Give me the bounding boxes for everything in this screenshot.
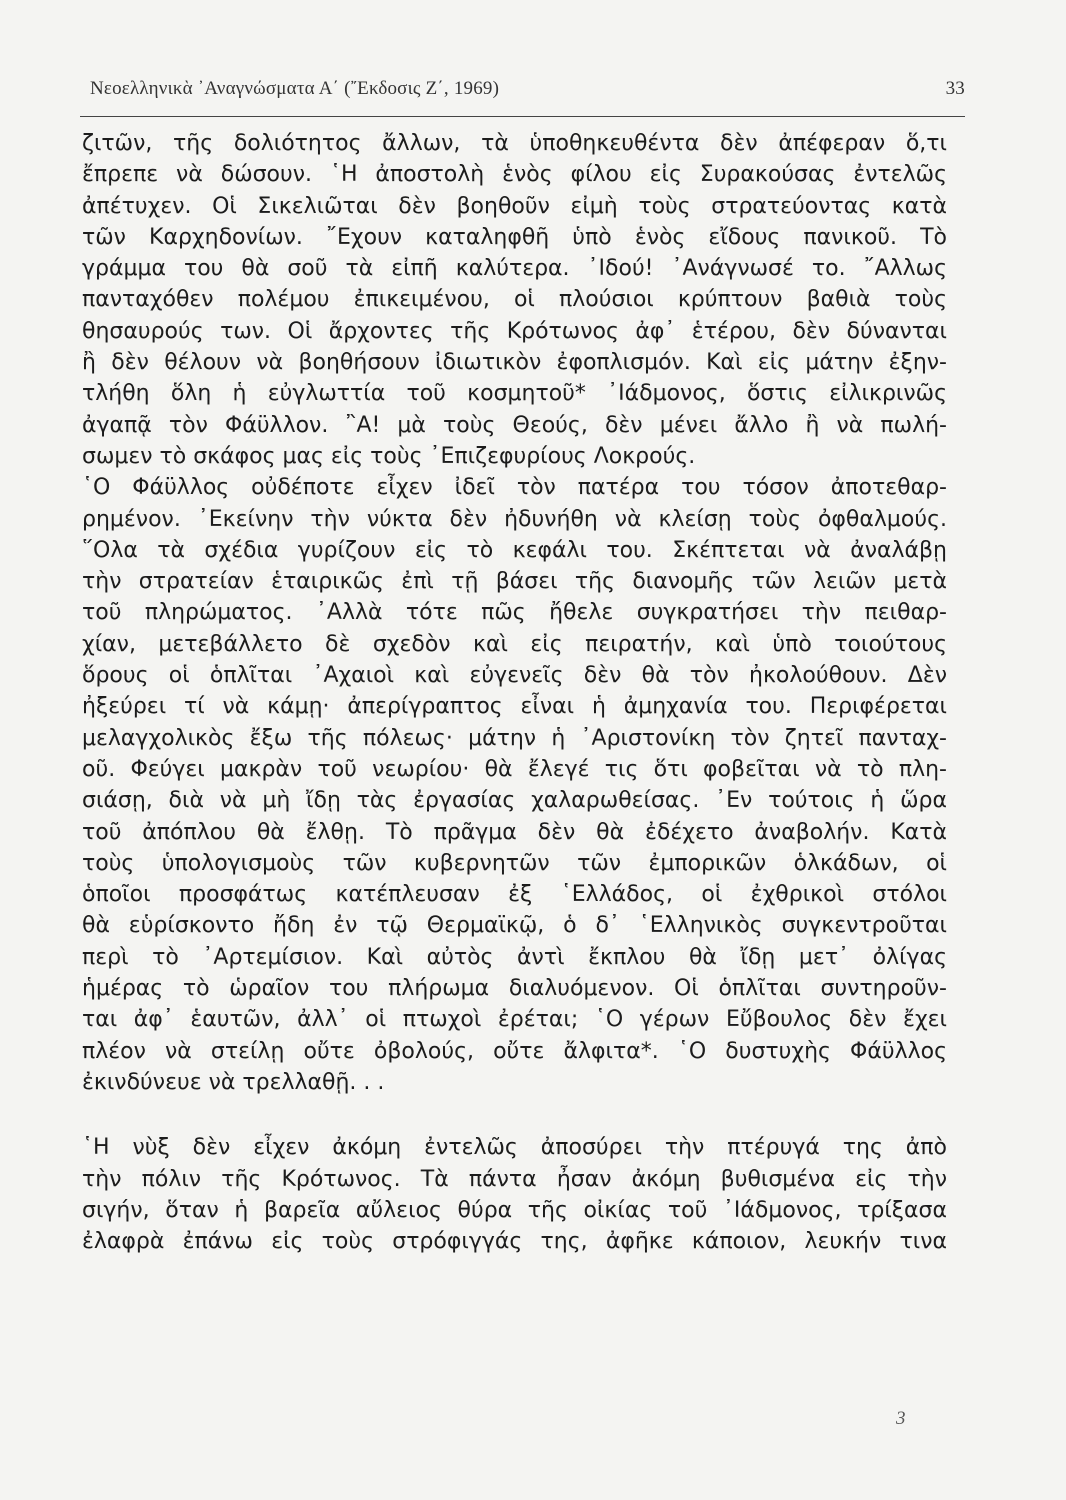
text-line: ὁποῖοι προσφάτως κατέπλευσαν ἐξ ῾Ελλάδος, οἱ ἐχθρικοὶ στόλοι	[82, 882, 947, 908]
signature-mark: 3	[896, 1408, 906, 1429]
text-line: τλήθη ὅλη ἡ εὐγλωττία τοῦ κοσμητοῦ* ᾿Ιάδμονος, ὅστις εἰλικρινῶς	[82, 381, 947, 407]
text-line: πλέον νὰ στείλῃ οὔτε ὀβολούς, οὔτε ἄλφιτα*. ῾Ο δυστυχὴς Φάϋλλος	[82, 1038, 947, 1064]
text-line: τὴν πόλιν τῆς Κρότωνος. Τὰ πάντα ἦσαν ἀκόμη βυθισμένα εἰς τὴν	[82, 1166, 947, 1192]
page-number: 33	[945, 78, 965, 99]
text-line: σιγήν, ὅταν ἡ βαρεῖα αὔλειος θύρα τῆς οἰκίας τοῦ ᾿Ιάδμονος, τρίξασα	[82, 1197, 947, 1223]
text-line: τὴν στρατείαν ἑταιρικῶς ἐπὶ τῇ βάσει τῆς διανομῆς τῶν λειῶν μετὰ	[82, 569, 947, 595]
text-line: ὅρους οἱ ὁπλῖται ᾿Αχαιοὶ καὶ εὐγενεῖς δὲν θὰ τὸν ἠκολούθουν. Δὲν	[82, 663, 947, 689]
paragraph-1	[82, 128, 947, 472]
running-header	[80, 78, 965, 108]
text-line: τοῦ πληρώματος. ᾿Αλλὰ τότε πῶς ἤθελε συγκρατήσει τὴν πειθαρ-	[82, 600, 947, 626]
text-line: μελαγχολικὸς ἔξω τῆς πόλεως· μάτην ἡ ᾿Αριστονίκη τὸν ζητεῖ πανταχ-	[82, 725, 947, 751]
text-line: ἀπέτυχεν. Οἱ Σικελιῶται δὲν βοηθοῦν εἰμὴ τοὺς στρατεύοντας κατὰ	[82, 193, 947, 219]
paragraph-3	[82, 1132, 947, 1257]
text-line: ἀγαπᾷ τὸν Φάϋλλον. ῍Α! μὰ τοὺς Θεούς, δὲν μένει ἄλλο ἢ νὰ πωλή-	[82, 412, 947, 438]
text-line: ἡμέρας τὸ ὡραῖον του πλήρωμα διαλυόμενον. Οἱ ὁπλῖται συντηροῦν-	[82, 976, 947, 1002]
text-line: τῶν Καρχηδονίων. ῎Εχουν καταληφθῆ ὑπὸ ἑνὸς εἴδους πανικοῦ. Τὸ	[82, 224, 947, 250]
paragraph-gap	[82, 1098, 947, 1132]
text-line: ρημένον. ᾿Εκείνην τὴν νύκτα δὲν ἠδυνήθη νὰ κλείσῃ τοὺς ὀφθαλμούς.	[82, 506, 947, 532]
text-line: πανταχόθεν πολέμου ἐπικειμένου, οἱ πλούσιοι κρύπτουν βαθιὰ τοὺς	[82, 287, 947, 313]
header-title: Νεοελληνικὰ ᾿Αναγνώσματα Α΄ (῎Εκδοσις Ζ΄, 1969)	[90, 78, 500, 99]
text-line: ἠξεύρει τί νὰ κάμῃ· ἀπερίγραπτος εἶναι ἡ ἀμηχανία του. Περιφέρεται	[82, 694, 947, 720]
text-line: ζιτῶν, τῆς δολιότητος ἄλλων, τὰ ὑποθηκευθέντα δὲν ἀπέφεραν ὅ,τι	[82, 131, 947, 156]
text-line: ῞Ολα τὰ σχέδια γυρίζουν εἰς τὸ κεφάλι του. Σκέπτεται νὰ ἀναλάβῃ	[82, 537, 947, 563]
text-line: γράμμα του θὰ σοῦ τὰ εἰπῆ καλύτερα. ᾿Ιδού! ᾿Ανάγνωσέ το. ῎Αλλως	[82, 256, 947, 282]
text-line: τοῦ ἀπόπλου θὰ ἔλθῃ. Τὸ πρᾶγμα δὲν θὰ ἐδέχετο ἀναβολήν. Κατὰ	[82, 819, 947, 845]
text-line: οῦ. Φεύγει μακρὰν τοῦ νεωρίου· θὰ ἔλεγέ τις ὅτι φοβεῖται νὰ τὸ πλη-	[82, 756, 947, 782]
text-line: περὶ τὸ ᾿Αρτεμίσιον. Καὶ αὐτὸς ἀντὶ ἔκπλου θὰ ἴδῃ μετ᾿ ὀλίγας	[82, 944, 947, 970]
text-line: ἢ δὲν θέλουν νὰ βοηθήσουν ἰδιωτικὸν ἐφοπλισμόν. Καὶ εἰς μάτην ἐξην-	[82, 350, 947, 376]
text-line: ται ἀφ᾿ ἑαυτῶν, ἀλλ᾿ οἱ πτωχοὶ ἐρέται; ῾Ο γέρων Εὔβουλος δὲν ἔχει	[82, 1007, 947, 1033]
text-line: ἐλαφρὰ ἐπάνω εἰς τοὺς στρόφιγγάς της, ἀφῆκε κάποιον, λευκήν τινα	[82, 1229, 947, 1255]
text-line: θησαυρούς των. Οἱ ἄρχοντες τῆς Κρότωνος ἀφ᾿ ἑτέρου, δὲν δύνανται	[82, 318, 947, 344]
header-rule	[80, 116, 965, 117]
text-line: ἔπρεπε νὰ δώσουν. ῾Η ἀποστολὴ ἑνὸς φίλου εἰς Συρακούσας ἐντελῶς	[82, 162, 947, 188]
text-line: ῾Η νὺξ δὲν εἶχεν ἀκόμη ἐντελῶς ἀποσύρει τὴν πτέρυγά της ἀπὸ	[82, 1135, 947, 1161]
body-text	[82, 128, 947, 1257]
text-line: θὰ εὑρίσκοντο ἤδη ἐν τῷ Θερμαϊκῷ, ὁ δ᾿ ῾Ελληνικὸς συγκεντροῦται	[82, 913, 947, 939]
text-line: ἐκινδύνευε νὰ τρελλαθῇ. . .	[82, 1069, 385, 1095]
text-line: τοὺς ὑπολογισμοὺς τῶν κυβερνητῶν τῶν ἐμπορικῶν ὁλκάδων, οἱ	[82, 850, 947, 876]
text-line: σιάσῃ, διὰ νὰ μὴ ἴδῃ τὰς ἐργασίας χαλαρωθείσας. ᾿Εν τούτοις ἡ ὥρα	[82, 788, 947, 814]
text-line: ῾Ο Φάϋλλος οὐδέποτε εἶχεν ἰδεῖ τὸν πατέρα του τόσον ἀποτεθαρ-	[82, 475, 947, 501]
paragraph-2	[82, 472, 947, 1098]
text-line: σωμεν τὸ σκάφος μας εἰς τοὺς ᾿Επιζεφυρίους Λοκρούς.	[82, 443, 696, 469]
text-line: χίαν, μετεβάλλετο δὲ σχεδὸν καὶ εἰς πειρατήν, καὶ ὑπὸ τοιούτους	[82, 631, 947, 657]
